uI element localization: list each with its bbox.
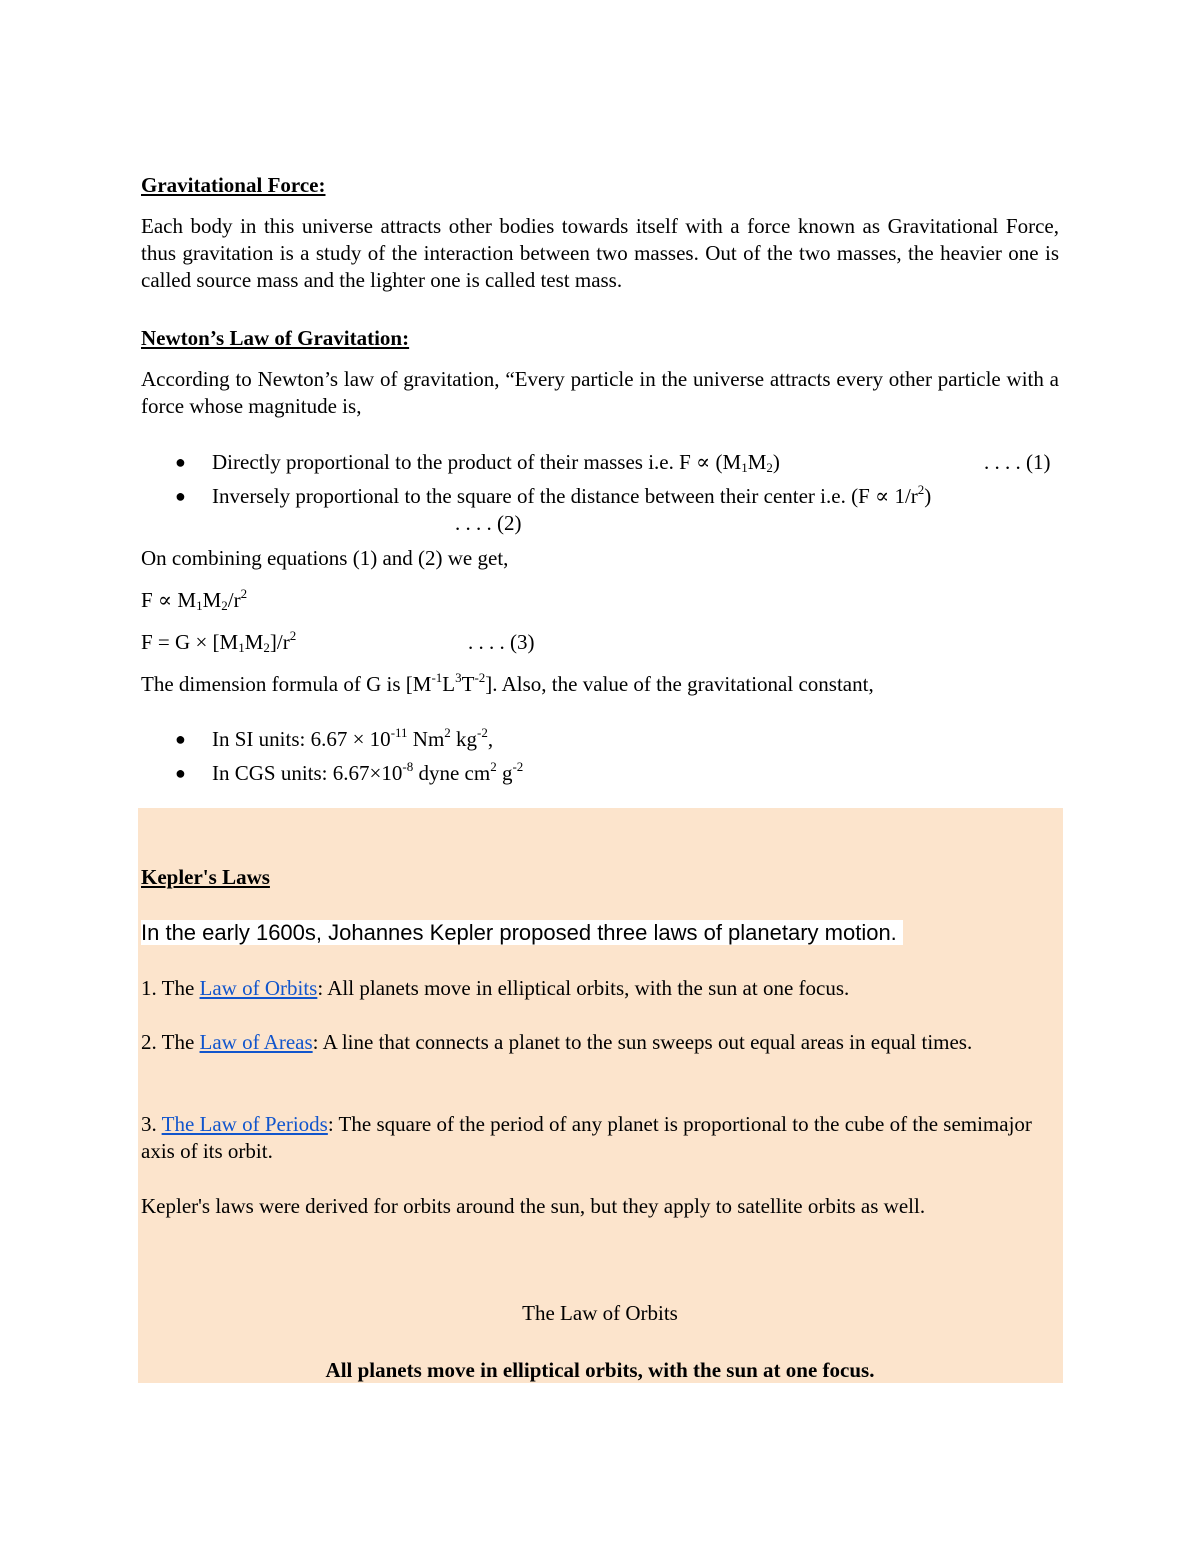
kepler-law-1: 1. The Law of Orbits: All planets move in elliptical orbits, with the sun at one focus. [141, 976, 850, 1000]
newtons-law-intro: According to Newton’s law of gravitation, “Every particle in the universe attracts every other particle with a force whose magnitude is, [141, 367, 1059, 418]
bullet-icon: ● [175, 452, 186, 472]
law-of-periods-link[interactable]: The Law of Periods [161, 1112, 328, 1136]
kepler-law-3: 3. The Law of Periods: The square of the period of any planet is proportional to the cube of the semimajor axis of its orbit. [141, 1112, 1032, 1163]
bullet-icon: ● [175, 729, 186, 749]
equation-number-3: . . . . (3) [468, 630, 535, 654]
gravitational-force-paragraph: Each body in this universe attracts other bodies towards itself with a force known as Gravitational Force, thus gravitation is a study of the interaction between two masses. Out of the two masses, the heavier one is called source mass and the lighter one is called test mass. [141, 214, 1059, 292]
gravitational-force-heading: Gravitational Force: [141, 173, 326, 197]
list-item: ● Directly proportional to the product of their masses i.e. $F \propto (M_1M_2)$ . . . . (1) [175, 450, 1051, 475]
kepler-intro: In the early 1600s, Johannes Kepler proposed three laws of planetary motion. [141, 919, 903, 947]
dimension-formula: The dimension formula of G is $[M^{-1}L^3T^{-2}]$. Also, the value of the gravitational constant, [141, 670, 874, 696]
kepler-law-2: 2. The Law of Areas: A line that connects a planet to the sun sweeps out equal areas in equal times. [141, 1030, 973, 1054]
law-of-orbits-link[interactable]: Law of Orbits [199, 976, 318, 1000]
bullet-icon: ● [175, 486, 186, 506]
constant-values-list [141, 726, 1059, 787]
equation-number-2: . . . . (2) [455, 511, 522, 535]
combining-text: On combining equations (1) and (2) we get, [141, 546, 509, 570]
list-item: ● In SI units: $6.67 \times 10^{-11}$ Nm$^2$ $kg^{-2}$, [175, 725, 494, 751]
bullet1-text: Directly proportional to the product of their masses i.e. F ∝ (M [212, 450, 742, 474]
proportionality-list [141, 449, 1059, 535]
newtons-law-heading: Newton’s Law of Gravitation: [141, 326, 410, 350]
law-of-areas-link[interactable]: Law of Areas [199, 1030, 313, 1054]
equation-3: $F = G \times [M_1M_2]/r^2$ . . . . (3) [141, 628, 535, 655]
list-item: ● In CGS units: $6.67\times 10^{-8}$ dyne $cm^2$ $g^{-2}$ [175, 759, 524, 785]
bullet-icon: ● [175, 763, 186, 783]
equation-proportional: $F \propto M_1M_2/r^2$ [141, 586, 248, 613]
kepler-section-background [138, 808, 1063, 1383]
bullet2-text: Inversely proportional to the square of the distance between their center i.e. (F ∝ 1/r [212, 484, 918, 508]
equation-number-1: . . . . (1) [984, 450, 1051, 474]
keplers-laws-heading: Kepler's Laws [141, 865, 270, 889]
law-of-orbits-title: The Law of Orbits [522, 1301, 678, 1325]
law-of-orbits-statement: All planets move in elliptical orbits, with the sun at one focus. [325, 1358, 875, 1382]
kepler-closing: Kepler's laws were derived for orbits around the sun, but they apply to satellite orbits as well. [141, 1194, 926, 1218]
list-item: ● Inversely proportional to the square of the distance between their center i.e. $(F \propto 1/r^2)$ . . . . (2) [175, 482, 932, 535]
